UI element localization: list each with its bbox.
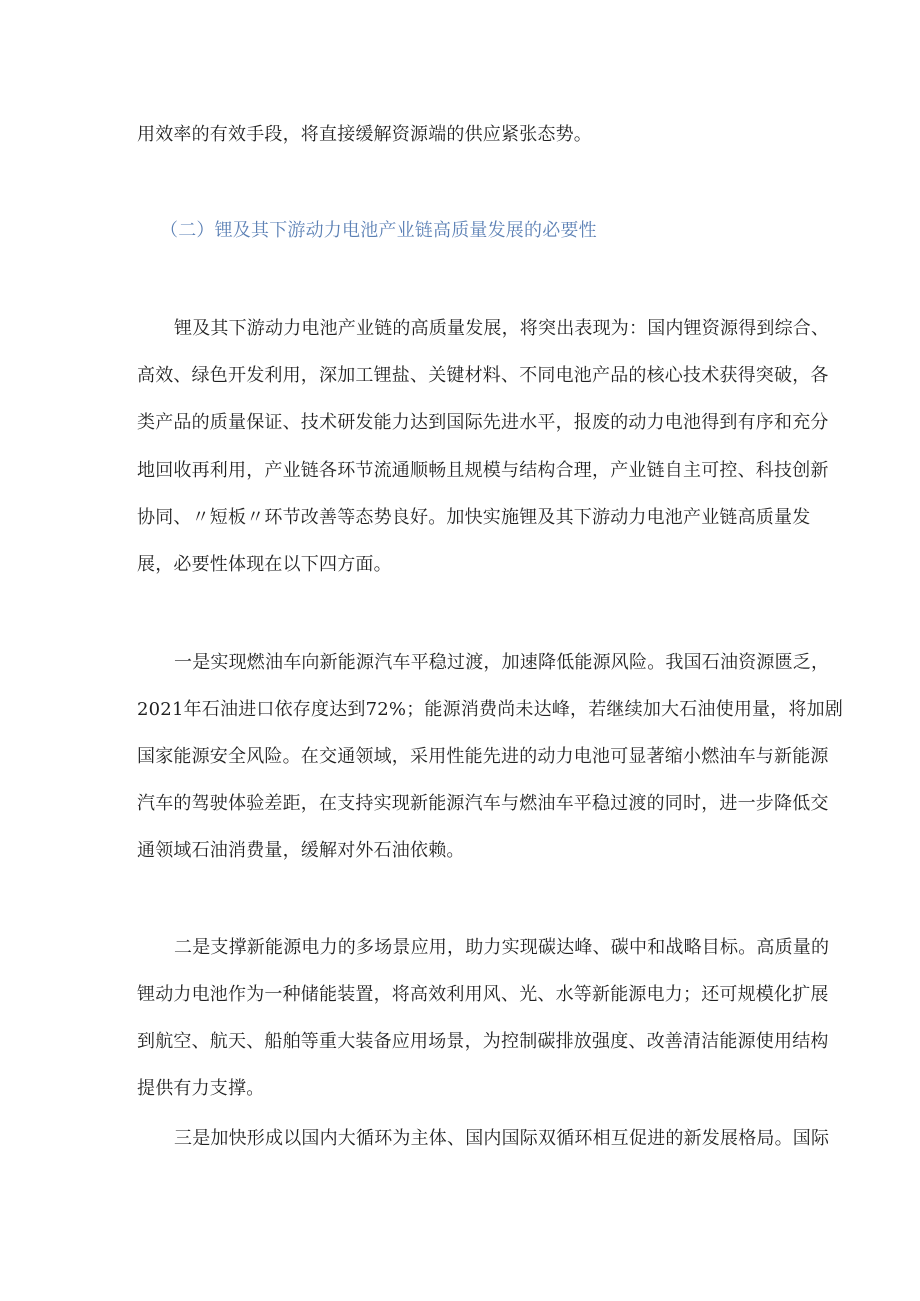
paragraph-line: 二是支撑新能源电力的多场景应用，助力实现碳达峰、碳中和战略目标。高质量的 [174, 937, 830, 958]
paragraph-line: 高效、绿色开发利用，深加工锂盐、关键材料、不同电池产品的核心技术获得突破，各 [137, 365, 829, 386]
paragraph-line: 协同、〃短板〃环节改善等态势良好。加快实施锂及其下游动力电池产业链高质量发 [137, 507, 811, 528]
section-heading: （二）锂及其下游动力电池产业链高质量发展的必要性 [160, 220, 597, 241]
paragraph-line: 锂及其下游动力电池产业链的高质量发展，将突出表现为：国内锂资源得到综合、 [174, 318, 830, 339]
paragraph-line: 锂动力电池作为一种储能装置，将高效利用风、光、水等新能源电力；还可规模化扩展 [137, 984, 829, 1005]
paragraph-line: 通领域石油消费量，缓解对外石油依赖。 [137, 840, 465, 861]
paragraph-line: 提供有力支撑。 [137, 1078, 265, 1099]
paragraph-line: 展，必要性体现在以下四方面。 [137, 554, 392, 575]
paragraph-line: 三是加快形成以国内大循环为主体、国内国际双循环相互促进的新发展格局。国际 [174, 1128, 830, 1149]
paragraph-line: 国家能源安全风险。在交通领域，采用性能先进的动力电池可显著缩小燃油车与新能源 [137, 746, 829, 767]
paragraph-line: 类产品的质量保证、技术研发能力达到国际先进水平，报废的动力电池得到有序和充分 [137, 412, 829, 433]
paragraph-line: 2021年石油进口依存度达到72%；能源消费尚未达峰，若继续加大石油使用量，将加剧 [137, 699, 844, 720]
continuation-line: 用效率的有效手段，将直接缓解资源端的供应紧张态势。 [137, 124, 592, 145]
paragraph-line: 一是实现燃油车向新能源汽车平稳过渡，加速降低能源风险。我国石油资源匮乏， [174, 652, 830, 673]
paragraph-line: 到航空、航天、船舶等重大装备应用场景，为控制碳排放强度、改善清洁能源使用结构 [137, 1031, 829, 1052]
paragraph-line: 地回收再利用，产业链各环节流通顺畅且规模与结构合理，产业链自主可控、科技创新 [137, 460, 829, 481]
paragraph-line: 汽车的驾驶体验差距，在支持实现新能源汽车与燃油车平稳过渡的同时，进一步降低交 [137, 793, 829, 814]
